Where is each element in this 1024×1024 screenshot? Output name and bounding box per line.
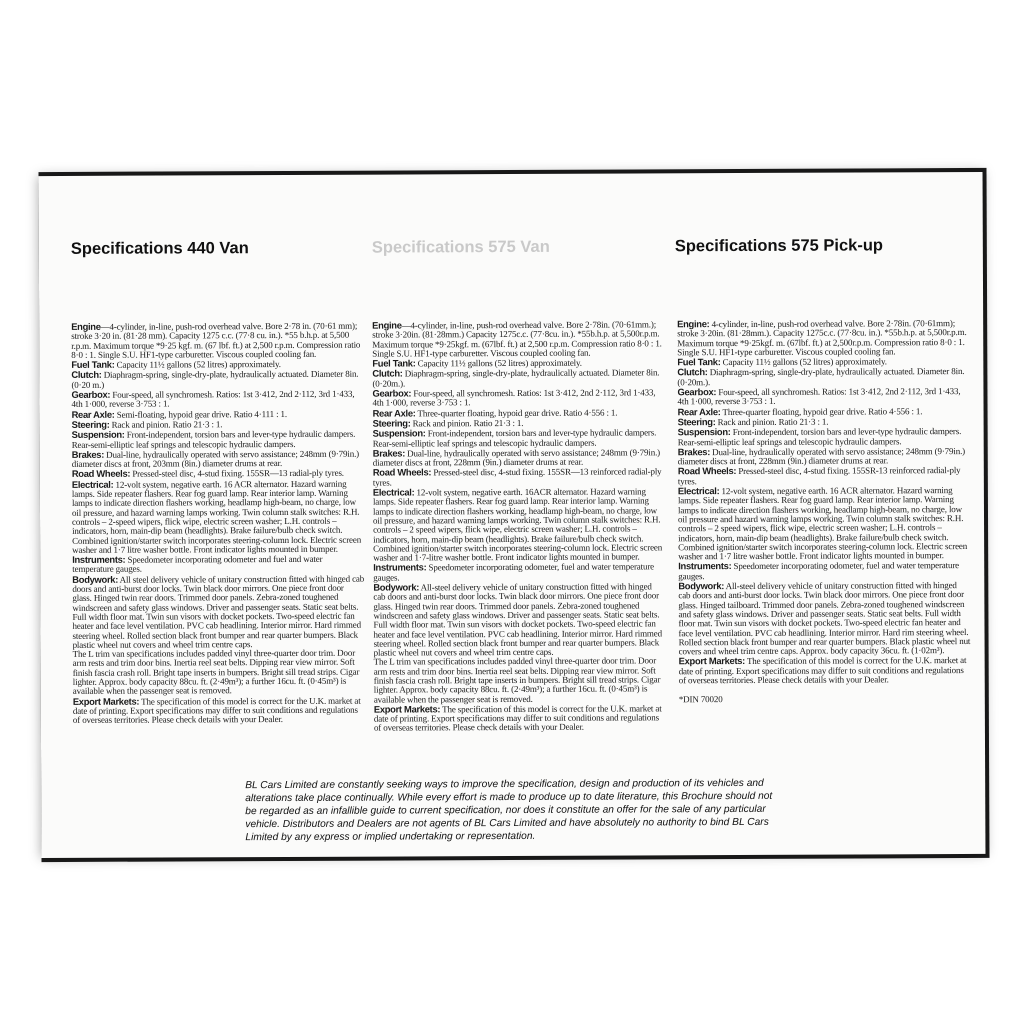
spec-text: Dual-line, hydraulically operated with servo assistance; 248mm (9·79in.) diameter discs at front, 203mm (8in.) diameter drums at rear. [71, 448, 360, 470]
spec-text: Front-independent, torsion bars and lever-type hydraulic dampers. Rear-semi-elliptic leaf springs and telescopic hydraulic dampers. [71, 428, 356, 450]
spec-label: Export Markets: [373, 703, 441, 715]
spec-text: The specification of this model is correct for the U.K. market at date of printing. Export specifications may differ to suit conditions and regulations of overseas territories. Please check details with your Dealer. [373, 703, 662, 734]
spec-label: Engine: [677, 318, 710, 330]
spec-paragraph [73, 695, 365, 725]
spec-label: Bodywork: [678, 580, 725, 592]
spec-text: Speedometer incorporating odometer and fuel and water temperature gauges. [72, 553, 323, 575]
spec-label: Steering: [71, 418, 110, 430]
spec-text: Pressed-steel disc, 4-stud fixing. 155SR—13 reinforced radial-ply tyres. [372, 466, 662, 488]
spec-paragraph [677, 386, 969, 407]
spec-paragraph [373, 562, 665, 583]
spec-text: All-steel delivery vehicle of unitary construction fitted with hinged cab doors and anti-burst door locks. Twin black door mirrors. One piece front door glass. Hinged tailboard. Trimmed door panels. Zebra-zoned toughened windscreen and safety glass windows. Driver and passenger seats. Static seat belts. Full width floor mat. Twin sun visors with docket pockets. Two-speed electric fan heater and face level ventilation. PVC cab headlining. Interior mirror. Hard rim steering wheel. Rolled section black front bumper and rear quarter bumpers. Black plastic wheel nut covers and wheel trim centre caps. Approx. body capacity 36cu. ft. (1·02m³). [678, 580, 971, 657]
spec-column-575-pickup [677, 318, 971, 705]
heading-440-van: Specifications 440 Van [70, 239, 249, 258]
spec-text: 4-cylinder, in-line, push-rod overhead valve. Bore 2·78 in. (70·61 mm); stroke 3·20 in. (81·28 mm). Capacity 1275 c.c. (77·8 cu. in.). *55 b.h.p. at 5,500 r.p.m. Maximum torque *9·25 kgf. m. (67 lbf. ft.) at 2,500 r.p.m. Compression ratio 8·0 : 1. Single S.U. HF1-type carburetter. Viscous coupled cooling fan. [71, 320, 361, 360]
spec-separator: — [401, 320, 411, 331]
spec-label: Bodywork: [72, 573, 119, 585]
spec-label: Gearbox: [372, 387, 412, 399]
spec-paragraph [678, 426, 970, 447]
spec-label: Engine [71, 320, 101, 332]
spec-text: Semi-floating, hypoid gear drive. Ratio 4·111 : 1. [116, 408, 288, 420]
spec-paragraph [373, 581, 665, 658]
spec-label: Fuel Tank: [372, 357, 416, 369]
spec-text: Capacity 11½ gallons (52 litres) approximately. [722, 356, 887, 368]
spec-text: Dual-line, hydraulically operated with servo assistance; 248mm (9·79in.) diameter discs at front, 228mm (9in.) diameter drums at rear. [677, 445, 966, 467]
spec-text: Diaphragm-spring, single-dry-plate, hydraulically actuated. Diameter 8in. (0·20m.). [677, 366, 965, 388]
spec-label: Electrical: [372, 486, 415, 498]
spec-text: Four-speed, all synchromesh. Ratios: 1st 3·412, 2nd 2·112, 3rd 1·433, 4th 1·000, reverse 3·753 : 1. [372, 387, 656, 408]
spec-label: Engine [372, 319, 402, 331]
spec-separator: — [100, 321, 110, 332]
spec-paragraph [71, 321, 363, 360]
spec-paragraph [373, 467, 665, 488]
spec-label: Road Wheels: [71, 468, 131, 480]
spec-paragraph [72, 429, 364, 450]
spec-text: Speedometer incorporating odometer, fuel and water temperature gauges. [373, 561, 655, 583]
spec-label: Gearbox: [71, 388, 111, 400]
spec-label: Instruments: [373, 561, 427, 574]
spec-label: Fuel Tank: [71, 358, 115, 371]
spec-text: Front-independent, torsion bars and lever-type hydraulic dampers. Rear-semi-elliptic leaf springs and telescopic hydraulic dampers. [677, 426, 962, 447]
spec-paragraph [72, 449, 364, 470]
spec-paragraph [678, 580, 970, 657]
spec-text: Capacity 11½ gallons (52 litres) approximately. [417, 357, 582, 369]
spec-label: Road Wheels: [372, 466, 432, 479]
spec-label: Brakes: [677, 445, 711, 458]
spec-paragraph [372, 319, 664, 358]
spec-text: Pressed-steel disc, 4-stud fixing. 155SR-13 reinforced radial-ply tyres. [677, 465, 961, 487]
spec-paragraph [72, 554, 364, 575]
spec-label: Brakes: [71, 448, 105, 460]
spec-label: Electrical: [677, 485, 720, 497]
spec-label: Export Markets: [72, 695, 140, 707]
spec-label: Brakes: [372, 447, 406, 459]
spec-text: Diaphragm-spring, single-dry-plate, hydraulically actuated. Diameter 8in. (0·20m.). [372, 367, 660, 389]
spec-text: All steel delivery vehicle of unitary construction fitted with hinged cab doors and anti-burst door locks. Twin black door mirrors. One piece front door glass. Hinged twin rear doors. Trimmed door panels. Zebra-zoned toughened windscreen and safety glass windows. Driver and passenger seats. Static seat belts. Full width floor mat. Twin sun visors with docket pockets. Two-speed electric fan heater and face level ventilation. PVC cab headlining. Interior mirror. Hard rimmed steering wheel. Rolled section black front bumper and rear quarter bumpers. Black plastic wheel nut covers and wheel trim centre caps. [72, 573, 365, 650]
spec-text: Rack and pinion. Ratio 21·3 : 1. [717, 416, 829, 428]
spec-paragraph [372, 368, 664, 389]
spec-paragraph [374, 657, 666, 705]
spec-paragraph [373, 486, 665, 563]
spec-label: Clutch: [372, 367, 403, 380]
spec-paragraph [679, 655, 971, 685]
spec-label: Clutch: [71, 369, 102, 381]
spec-paragraph [73, 649, 365, 697]
spec-label: Instruments: [72, 553, 126, 566]
heading-575-van: Specifications 575 Van [371, 237, 550, 257]
spec-paragraph [678, 465, 970, 486]
spec-paragraph [374, 703, 666, 733]
spec-text: 4-cylinder, in-line, push-rod overhead valve. Bore 2·78in. (70·61mm.); stroke 3·20in. (81·28mm.) Capacity 1275c.c. (77·8cu. in.). *55b.h.p. at 5,500r.p.m. Maximum torque *9·25kgf. m. (67lbf. ft.) at 2,500 r.p.m. Compression ratio 8·0 : 1. Single S.U. HF1-type carburetter. Viscous coupled cooling fan. [372, 319, 662, 359]
brochure-page [39, 172, 986, 858]
spec-text: Dual-line, hydraulically operated with servo assistance; 248mm (9·79in.) diameter discs at front, 228mm (9in.) diameter drums at rear. [372, 447, 661, 468]
spec-text: Three-quarter floating, hypoid gear drive. Ratio 4·556 : 1. [417, 407, 618, 419]
spec-paragraph [72, 478, 364, 555]
spec-paragraph [372, 387, 664, 408]
spec-label: Gearbox: [677, 386, 717, 398]
spec-text: Pressed-steel disc, 4-stud fixing. 155SR—13 radial-ply tyres. [132, 468, 344, 480]
spec-label: Steering: [677, 416, 716, 428]
spec-label: Suspension: [372, 427, 426, 439]
spec-paragraph [678, 560, 970, 581]
din-footnote: *DIN 70020 [678, 694, 723, 705]
spec-text: The specification of this model is correct for the U.K. market at date of printing. Export specifications may differ to suit conditions and regulations of overseas territories. Please check details with your Dealer. [678, 655, 967, 686]
disclaimer-text: BL Cars Limited are constantly seeking ways to improve the specification, design and production of its vehicles and alterations take place continually. While every effort is made to produce up to date literature, this Brochure should not be regarded as an infallible guide to current specification, nor does it constitute an offer for the sale of any particular vehicle. Distributors and Dealers are not agents of BL Cars Limited and have absolutely no authority to bind BL Cars Limited by any express or implied undertaking or representation. [245, 777, 773, 844]
spec-label: Export Markets: [678, 655, 746, 667]
spec-text: Capacity 11½ gallons (52 litres) approximately. [116, 359, 281, 370]
spec-text: 12-volt system, negative earth. 16ACR alternator. Hazard warning lamps. Side repeater flashers. Rear fog guard lamp. Rear interior lamp. Warning lamps to indicate direction flashers working, headlamp high-beam, no charge, low oil pressure, and hazard warning lamps working. Twin column stalk switches: R.H. controls – 2 speed wipers, flick wipe, electric screen washer; L.H. controls – indicators, horn, main-dip beam (headlights). Brake failure/bulb check switch. Combined ignition/starter switch incorporates steering-column lock. Electric screen washer and 1·7-litre washer bottle. Front indicator lights mounted in bumper. [372, 486, 663, 563]
spec-label: Clutch: [677, 366, 708, 378]
spec-label: Bodywork: [373, 581, 420, 593]
spec-label: Road Wheels: [677, 465, 737, 477]
spec-text: Diaphragm-spring, single-dry-plate, hydraulically actuated. Diameter 8in. (0·20 m.) [71, 369, 359, 390]
spec-paragraph [373, 428, 665, 449]
spec-column-440-van [71, 321, 365, 726]
spec-paragraph [678, 485, 970, 562]
spec-text: The specification of this model is correct for the U.K. market at date of printing. Export specifications may differ to suit conditions and regulations of overseas territories. Please check details with your Dealer. [72, 695, 361, 726]
spec-text: Speedometer incorporating odometer, fuel and water temperature gauges. [678, 560, 960, 581]
spec-paragraph [72, 573, 364, 650]
spec-text: The L trim van specifications includes padded vinyl three-quarter door trim. Door arm rests and trim door bins. Inertia reel seat belts. Dipping rear view mirror. Soft finish fascia crash roll. Bright tape inserts in bumpers. Bright sill tread strips. Cigar lighter. Approx. body capacity 88cu. ft. (2·49m³); a further 16cu. ft. (0·45m³) is available when the passenger seat is removed. [373, 655, 661, 705]
spec-label: Rear Axle: [372, 407, 416, 419]
spec-paragraph [71, 389, 363, 410]
spec-label: Instruments: [678, 560, 732, 572]
spec-text: Rack and pinion. Ratio 21·3 : 1. [412, 417, 524, 429]
spec-text: 12-volt system, negative earth. 16 ACR alternator. Hazard warning lamps. Side repeater flashers. Rear fog guard lamp. Rear interior lamp. Warning lamps to indicate direction flashers working, headlamp high-beam, no charge, low oil pressure and hazard warning lamps working. Twin column stalk switches: R.H. controls – 2 speed wipers, flick wipe, electric screen washer; L.H. controls – indicators, horn, main-dip beam (headlights). Brake failure/bulb check switch. Combined ignition/starter switch incorporates steering-column lock. Electric screen washer and 1·7 litre washer bottle. Front indicator lights mounted in bumper. [677, 485, 968, 562]
spec-label: Rear Axle: [71, 408, 115, 420]
spec-paragraph [677, 318, 969, 357]
heading-575-pickup: Specifications 575 Pick-up [674, 236, 884, 256]
spec-text: Front-independent, torsion bars and lever-type hydraulic dampers. Rear-semi-elliptic leaf springs and telescopic hydraulic dampers. [372, 427, 657, 449]
spec-paragraph [71, 369, 363, 390]
spec-text: 4-cylinder, in-line, push-rod overhead valve. Bore 2·78in. (70·61mm); stroke 3·20in. (81·28mm.). Capacity 1275c.c. (77·8cu. in.). *55b.h.p. at 5,500r.p.m. Maximum torque *9·25kgf. m. (67lbf. ft.) at 2,500r.p.m. Compression ratio 8·0 : 1. Single S.U. HF1-type carburetter. Viscous coupled cooling fan. [677, 318, 967, 358]
spec-text: Three-quarter floating, hypoid gear drive. Ratio 4·556 : 1. [722, 405, 923, 417]
spec-paragraph [373, 447, 665, 468]
spec-label: Electrical: [71, 478, 114, 490]
spec-label: Suspension: [71, 428, 125, 441]
spec-text: All-steel delivery vehicle of unitary construction fitted with hinged cab doors and anti-burst door locks. Twin black door mirrors. One piece front door glass. Hinged twin rear doors. Trimmed door panels. Zebra-zoned toughened windscreen and safety glass windows. Driver and passenger seats. Static seat belts. Full width floor mat. Twin sun visors with docket pockets. Two-speed electric fan heater and face level ventilation. PVC cab headlining. Interior mirror. Hard rimmed steering wheel. Rolled section black front bumper and rear quarter bumpers. Black plastic wheel nut covers and wheel trim centre caps. [373, 581, 662, 658]
spec-label: Rear Axle: [677, 405, 721, 417]
spec-label: Steering: [372, 417, 411, 429]
spec-text: 12-volt system, negative earth. 16 ACR alternator. Hazard warning lamps. Side repeater flashers. Rear fog guard lamp. Rear interior lamp. Warning lamps to indicate direction flashers working, headlamp high-beam, no charge, low oil pressure, and hazard warning lamps working. Twin column stalk switches: R.H. controls – 2-speed wipers, flick wipe, electric screen washer; L.H. controls – indicators, horn, main-dip beam (headlights). Brake failure/bulb check switch. Combined ignition/starter switch incorporates steering-column lock. Electric screen washer and 1·7 litre washer bottle. Front indicator lights mounted in bumper. [71, 478, 362, 555]
spec-text: Rack and pinion. Ratio 21·3 : 1. [111, 419, 223, 430]
spec-column-575-van [372, 319, 666, 733]
spec-paragraph [678, 446, 970, 467]
spec-paragraph [677, 366, 969, 387]
spec-text: Four-speed, all synchromesh. Ratios: 1st 3·412, 2nd 2·112, 3rd 1·433, 4th 1·000, reverse 3·753 : 1. [71, 388, 355, 410]
spec-text: The L trim van specifications includes padded vinyl three-quarter door trim. Door arm rests and trim door bins. Inertia reel seat belts. Dipping rear view mirror. Soft finish fascia crash roll. Bright tape inserts in bumpers. Bright sill tread strips. Cigar lighter. Approx. body capacity 88cu. ft. (2·49m³); a further 16cu. ft. (0·45m³) is available when the passenger seat is removed. [72, 647, 360, 697]
spec-label: Fuel Tank: [677, 356, 721, 368]
spec-label: Suspension: [677, 426, 731, 438]
spec-text: Four-speed, all synchromesh. Ratios: 1st 3·412, 2nd 2·112, 3rd 1·433, 4th 1·000, reverse 3·753 : 1. [677, 386, 961, 407]
